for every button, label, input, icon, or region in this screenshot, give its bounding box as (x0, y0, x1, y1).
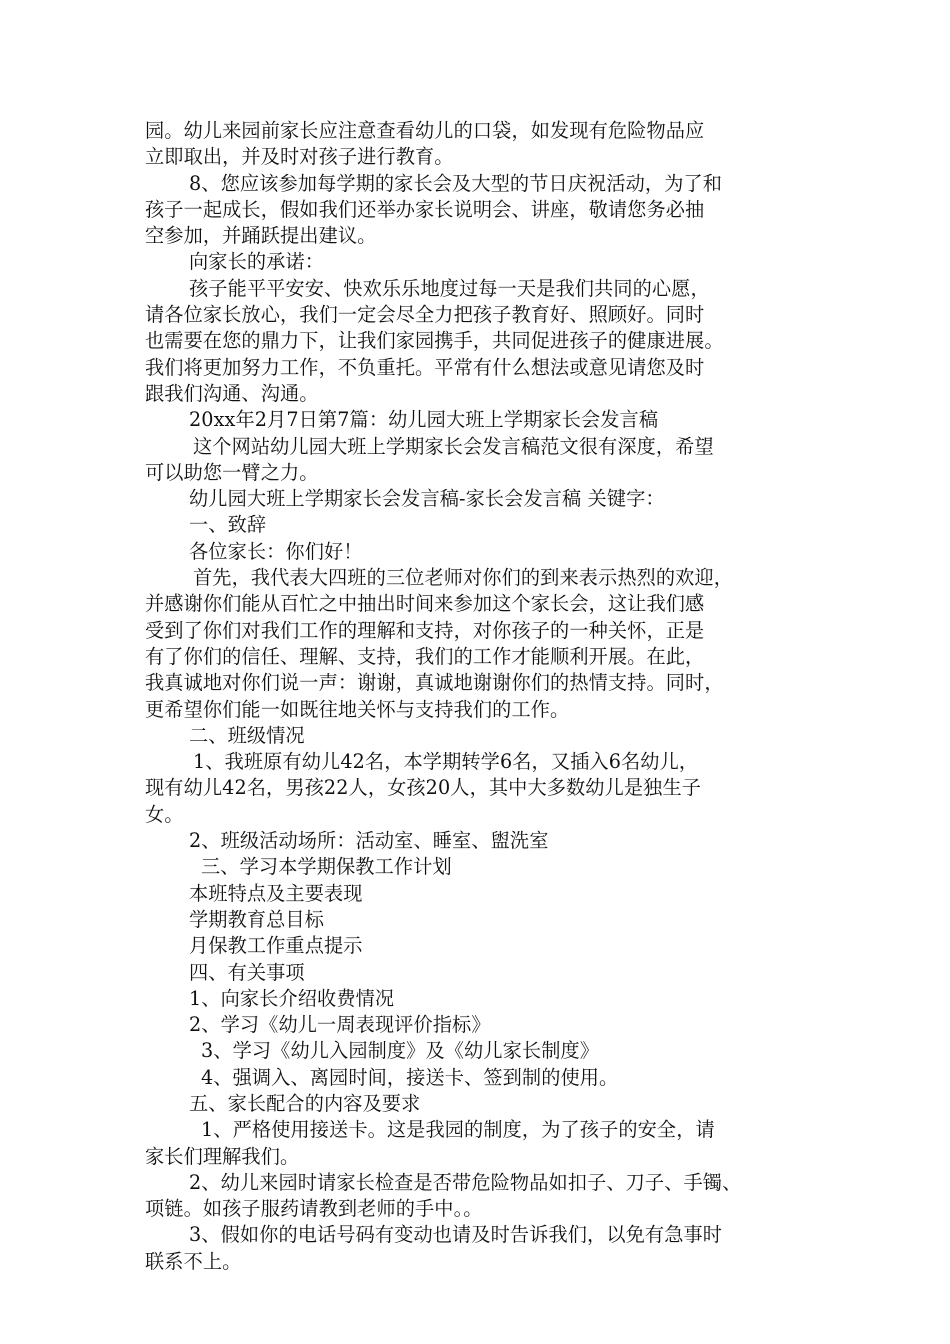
text-line: 1、向家长介绍收费情况 (189, 986, 395, 1010)
text-line: 我真诚地对你们说一声：谢谢，真诚地谢谢你们的热情支持。同时， (145, 671, 724, 695)
text-line: 并感谢你们能从百忙之中抽出时间来参加这个家长会，这让我们感 (145, 592, 705, 616)
text-line: 各位家长：你们好！ (189, 539, 363, 563)
text-line: 项链。如孩子服药请教到老师的手中。。 (145, 1197, 483, 1221)
text-line: 联系不上。 (145, 1249, 242, 1273)
text-line: 五、家长配合的内容及要求 (189, 1091, 421, 1115)
text-line: 立即取出，并及时对孩子进行教育。 (145, 145, 454, 169)
text-line: 请各位家长放心，我们一定会尽全力把孩子教育好、照顾好。同时 (145, 303, 705, 327)
text-line: 孩子一起成长，假如我们还举办家长说明会、讲座，敬请您务必抽 (145, 197, 705, 221)
text-line: 也需要在您的鼎力下，让我们家园携手，共同促进孩子的健康进展。 (145, 329, 724, 353)
text-line: 三、学习本学期保教工作计划 (201, 855, 452, 879)
text-line: 四、有关事项 (189, 960, 305, 984)
text-line: 孩子能平平安安、快欢乐乐地度过每一天是我们共同的心愿， (189, 276, 710, 300)
text-line: 有了你们的信任、理解、支持，我们的工作才能顺利开展。在此， (145, 644, 705, 668)
text-line: 园。幼儿来园前家长应注意查看幼儿的口袋，如发现有危险物品应 (145, 119, 705, 142)
text-line: 空参加，并踊跃提出建议。 (145, 224, 377, 248)
text-line: 可以助您一臂之力。 (145, 460, 319, 484)
text-line: 1、严格使用接送卡。这是我园的制度，为了孩子的安全，请 (201, 1118, 715, 1142)
text-line: 8、您应该参加每学期的家长会及大型的节日庆祝活动，为了和 (189, 171, 723, 195)
text-line: 3、学习《幼儿入园制度》及《幼儿家长制度》 (201, 1039, 600, 1063)
text-line: 现有幼儿42名，男孩22人，女孩20人，其中大多数幼儿是独生子 (145, 776, 702, 800)
text-line: 我们将更加努力工作，不负重托。平常有什么想法或意见请您及时 (145, 355, 705, 379)
text-line: 受到了你们对我们工作的理解和支持，对你孩子的一种关怀，正是 (145, 618, 705, 642)
text-line: 2、学习《幼儿一周表现评价指标》 (189, 1013, 491, 1037)
text-line: 本班特点及主要表现 (189, 881, 363, 905)
text-line: 首先，我代表大四班的三位老师对你们的到来表示热烈的欢迎， (193, 566, 734, 590)
text-line: 跟我们沟通、沟通。 (145, 381, 319, 405)
text-line: 2、幼儿来园时请家长检查是否带危险物品如扣子、刀子、手镯、 (189, 1170, 742, 1194)
text-line: 一、致辞 (189, 513, 267, 537)
text-line: 家长们理解我们。 (145, 1144, 300, 1168)
document-body (145, 118, 825, 1275)
text-line: 学期教育总目标 (189, 907, 325, 931)
text-line: 3、假如你的电话号码有变动也请及时告诉我们，以免有急事时 (189, 1223, 723, 1247)
text-line: 月保教工作重点提示 (189, 934, 363, 958)
text-line: 女。 (145, 802, 184, 826)
text-line: 4、强调入、离园时间，接送卡、签到制的使用。 (201, 1065, 619, 1089)
text-line: 二、班级情况 (189, 723, 305, 747)
text-line: 幼儿园大班上学期家长会发言稿-家长会发言稿 关键字： (189, 487, 665, 511)
text-line: 20xx年2月7日第7篇：幼儿园大班上学期家长会发言稿 (189, 408, 659, 432)
text-line: 1、我班原有幼儿42名，本学期转学6名，又插入6名幼儿， (193, 750, 699, 774)
text-line: 更希望你们能一如既往地关怀与支持我们的工作。 (145, 697, 570, 721)
text-line: 这个网站幼儿园大班上学期家长会发言稿范文很有深度，希望 (193, 434, 714, 458)
text-line: 向家长的承诺： (189, 250, 325, 274)
text-line: 2、班级活动场所：活动室、睡室、盥洗室 (189, 829, 549, 853)
